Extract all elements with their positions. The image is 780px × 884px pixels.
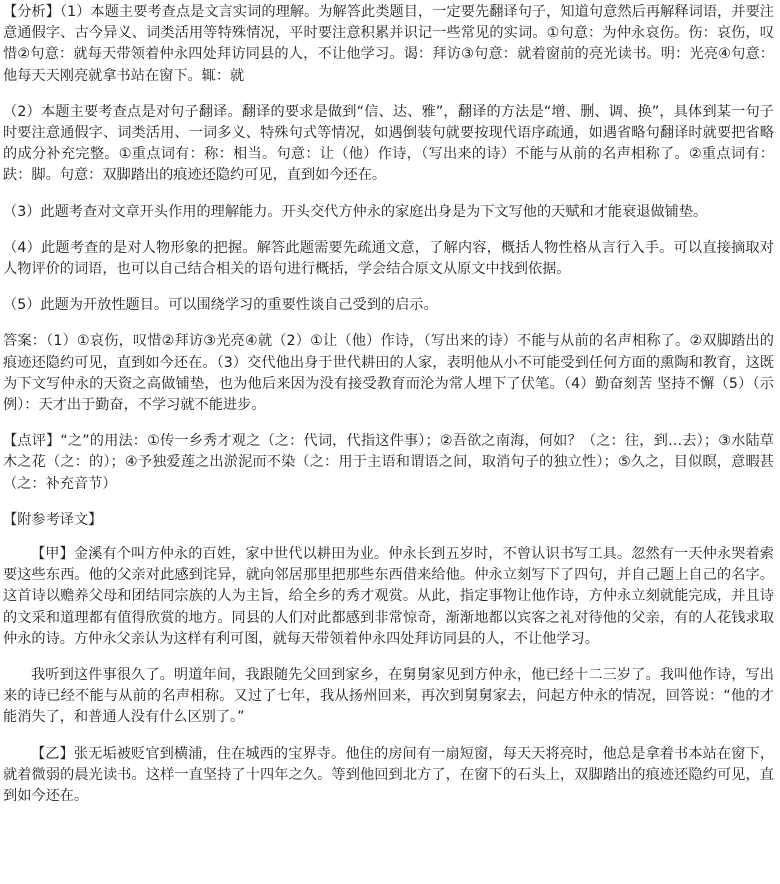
- reference-jia-paragraph-1: 【甲】金溪有个叫方仲永的百姓，家中世代以耕田为业。仲永长到五岁时，不曾认识书写工具。忽然有一天仲永哭着索要这些东西。他的父亲对此感到诧异，就向邻居那里把那些东西借来给他。仲永立刻写下了四句，并自己题上自己的名字。这首诗以赡养父母和团结同宗族的人为主旨，给全乡的秀才观赏。从此，指定事物让他作诗，方仲永立刻就能完成，并且诗的文采和道理都有值得欣赏的地方。同县的人们对此都感到非常惊奇，渐渐地都以宾客之礼对待他的父亲，有的人花钱求取仲永的诗。方仲永父亲认为这样有利可图，就每天带领着仲永四处拜访同县的人，不让他学习。: [3, 546, 774, 647]
- comment-paragraph: 【点评】“之”的用法：①传一乡秀才观之（之：代词，代指这件事）；②吾欲之南海，何如？（之：往，到…去）；③水陆草木之花（之：的）；④予独爱莲之出淤泥而不染（之：用于主语和谓语之间，取消句子的独立性）；⑤久之，目似瞑，意暇甚（之：补充音节）: [3, 433, 774, 492]
- analysis-part-4: （4）此题考查的是对人物形象的把握。解答此题需要先疏通文意，了解内容，概括人物性格从言行入手。可以直接摘取对人物评价的词语，也可以自己结合相关的语句进行概括，学会结合原文从原文中找到依据。: [3, 239, 774, 278]
- analysis-part-2: （2）本题主要考查点是对句子翻译。翻译的要求是做到“信、达、雅”，翻译的方法是“增、删、调、换”，具体到某一句子时要注意通假字、词类活用、一词多义、特殊句式等情况，如遇倒装句就要按现代语序疏通，如遇省略句翻译时就要把省略的成分补充完整。①重点词有：称：相当。句意：让（他）作诗，（写出来的诗）不能与从前的名声相称了。②重点词有：趺：脚。句意：双脚踏出的痕迹还隐约可见，直到如今还在。: [3, 103, 774, 184]
- reference-yi-paragraph: 【乙】张无垢被贬官到横浦，住在城西的宝界寺。他住的房间有一扇短窗，每天天将亮时，他总是拿着书本站在窗下，就着微弱的晨光读书。这样一直坚持了十四年之久。等到他回到北方了，在窗下的石头上，双脚踏出的痕迹还隐约可见，直到如今还在。: [3, 745, 774, 805]
- answer-paragraph: 答案：（1）①哀伤，叹惜②拜访③光亮④就（2）①让（他）作诗，（写出来的诗）不能与从前的名声相称了。②双脚踏出的痕迹还隐约可见，直到如今还在。（3）交代他出身于世代耕田的人家，表明他从小不可能受到任何方面的熏陶和教育，这既为下文写仲永的天资之高做铺垫，也为他后来因为没有接受教育而沦为常人埋下了伏笔。（4）勤奋刻苦 坚持不懈（5）（示例）：天才出于勤奋，不学习就不能进步。: [3, 333, 774, 414]
- analysis-part-1: 【分析】（1）本题主要考查点是文言实词的理解。为解答此类题目，一定要先翻译句子，知道句意然后再解释词语，并要注意通假字、古今异义、词类活用等特殊情况，平时要注意积累并识记一些常见的实词。①句意：为仲永哀伤。伤：哀伤，叹惜②句意：就每天带领着仲永四处拜访同县的人，不让他学习。谒：拜访③句意：就着窗前的亮光读书。明：光亮④句意：他每天天刚亮就拿书站在窗下。辄：就: [3, 4, 774, 84]
- reference-heading: 【附参考译文】: [3, 511, 103, 528]
- reference-jia-paragraph-2: 我听到这件事很久了。明道年间，我跟随先父回到家乡，在舅舅家见到方仲永，他已经十二三岁了。我叫他作诗，写出来的诗已经不能与从前的名声相称。又过了七年，我从扬州回来，再次到舅舅家去，问起方仲永的情况，回答说：“他的才能消失了，和普通人没有什么区别了。”: [3, 667, 774, 726]
- analysis-part-3: （3）此题考查对文章开头作用的理解能力。开头交代方仲永的家庭出身是为下文写他的天赋和才能衰退做铺垫。: [3, 203, 708, 220]
- analysis-part-5: （5）此题为开放性题目。可以围绕学习的重要性谈自己受到的启示。: [3, 297, 438, 314]
